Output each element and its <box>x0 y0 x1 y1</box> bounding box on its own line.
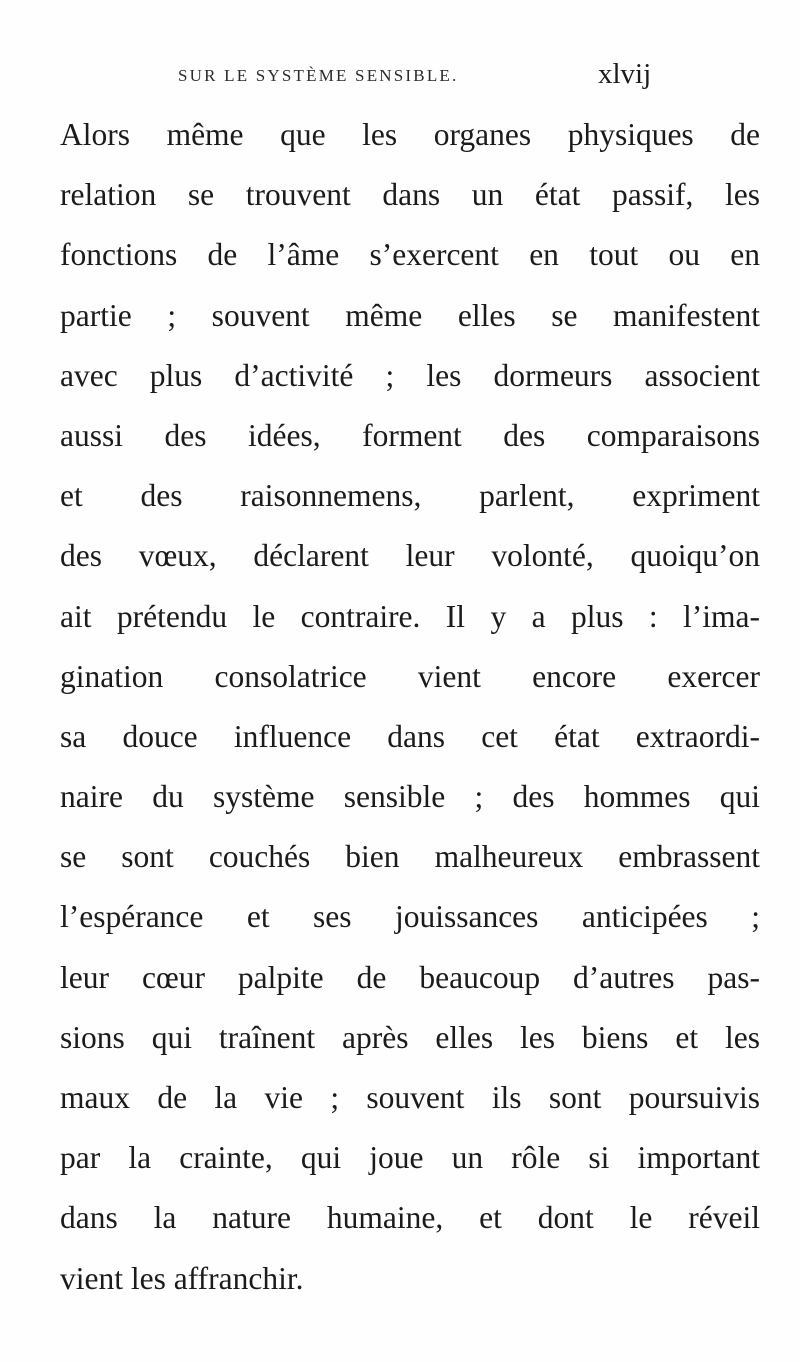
text-line: ait prétendu le contraire. Il y a plus : l’ima- <box>60 598 760 634</box>
page-number: xlvij <box>598 58 652 90</box>
text-line: relation se trouvent dans un état passif, les <box>60 177 760 213</box>
text-line: se sont couchés bien malheureux embrassent <box>60 839 760 875</box>
text-line: leur cœur palpite de beaucoup d’autres pas- <box>60 959 760 995</box>
running-title: SUR LE SYSTÈME SENSIBLE. <box>178 66 459 85</box>
text-line: sa douce influence dans cet état extraordi- <box>60 718 760 754</box>
text-line: avec plus d’activité ; les dormeurs associent <box>60 357 760 393</box>
text-line: et des raisonnemens, parlent, expriment <box>60 478 760 514</box>
text-line: naire du système sensible ; des hommes qui <box>60 779 760 815</box>
text-line-last: vient les affranchir. <box>60 1260 304 1296</box>
text-line: des vœux, déclarent leur volonté, quoiqu’on <box>60 538 760 574</box>
text-line: Alors même que les organes physiques de <box>60 117 760 152</box>
text-line: aussi des idées, forment des comparaisons <box>60 417 760 453</box>
text-line: par la crainte, qui joue un rôle si important <box>60 1140 760 1176</box>
running-head <box>0 58 800 98</box>
text-line: partie ; souvent même elles se manifestent <box>60 297 760 333</box>
text-line: dans la nature humaine, et dont le réveil <box>60 1200 760 1236</box>
text-line: fonctions de l’âme s’exercent en tout ou en <box>60 237 760 273</box>
text-line: gination consolatrice vient encore exercer <box>60 658 760 694</box>
text-line: sions qui traînent après elles les biens et les <box>60 1019 760 1055</box>
body-paragraph <box>60 105 760 1309</box>
text-line: l’espérance et ses jouissances anticipées ; <box>60 899 760 935</box>
text-line: maux de la vie ; souvent ils sont poursuivis <box>60 1080 760 1115</box>
